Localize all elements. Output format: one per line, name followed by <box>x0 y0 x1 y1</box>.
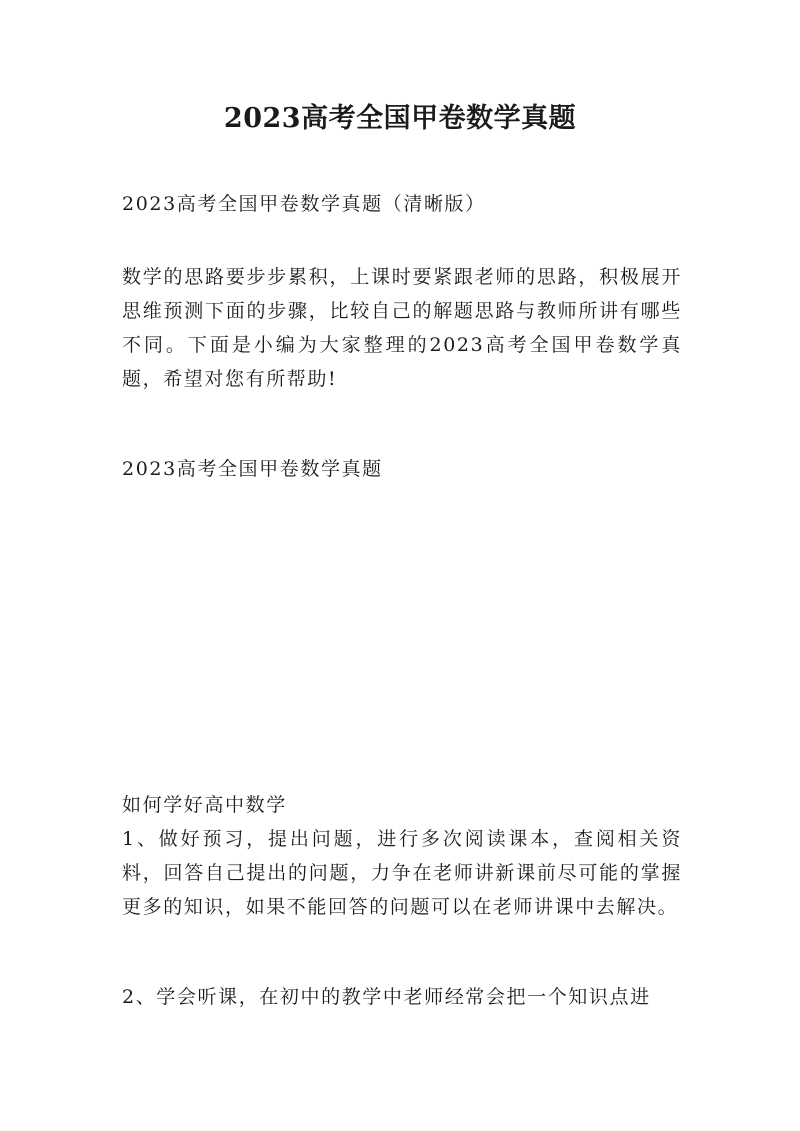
blank-figure-area <box>122 500 682 770</box>
page-title: 2023高考全国甲卷数学真题 <box>223 103 577 134</box>
intro-paragraph: 数学的思路要步步累积，上课时要紧跟老师的思路，积极展开思维预测下面的步骤，比较自己的解题思路与教师所讲有哪些不同。下面是小编为大家整理的2023高考全国甲卷数学真题，希望对您有所帮助! <box>122 266 682 390</box>
study-tip-1: 1、做好预习，提出问题，进行多次阅读课本，查阅相关资料，回答自己提出的问题，力争在老师讲新课前尽可能的掌握更多的知识，如果不能回答的问题可以在老师讲课中去解决。 <box>122 828 682 918</box>
study-tip-2: 2、学会听课，在初中的教学中老师经常会把一个知识点进 <box>122 986 651 1008</box>
subtitle: 2023高考全国甲卷数学真题（清晰版） <box>122 193 486 215</box>
study-heading: 如何学好高中数学 <box>122 794 287 816</box>
section-heading: 2023高考全国甲卷数学真题 <box>122 458 383 480</box>
